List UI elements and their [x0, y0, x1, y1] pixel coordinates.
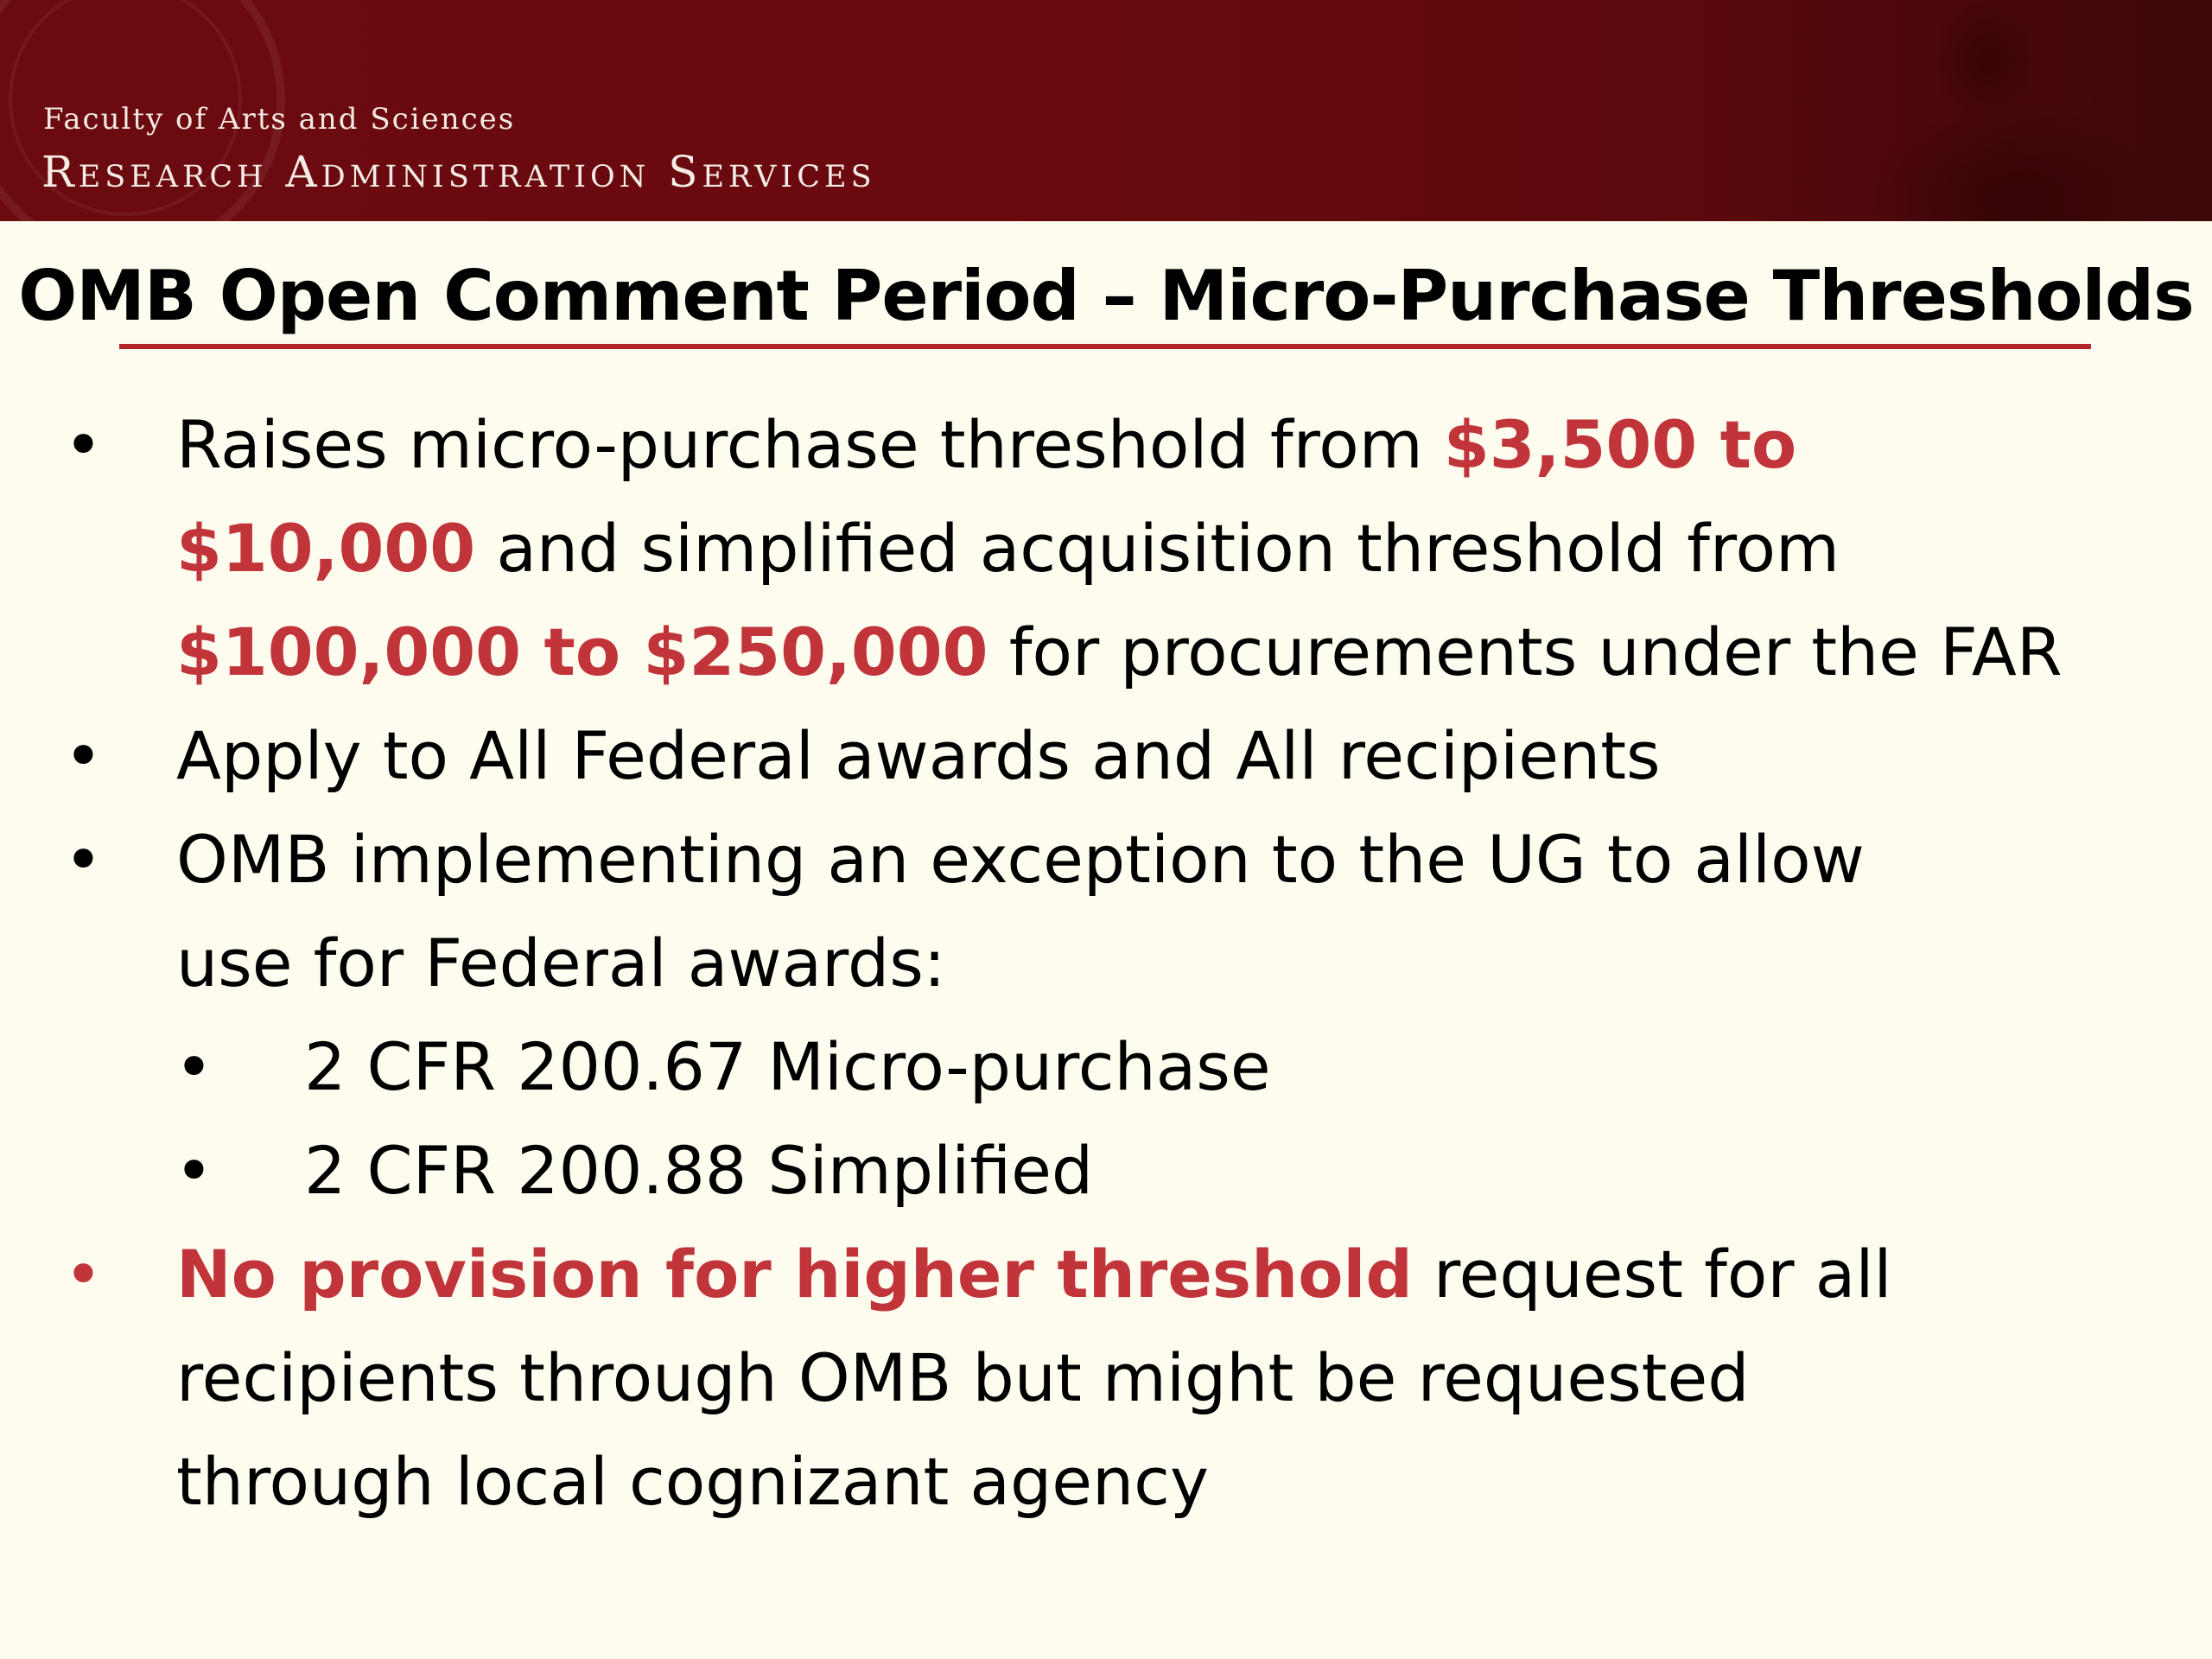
bullet-2-text: Apply to All Federal awards and All recipients	[176, 717, 1661, 794]
sub-bullet-micro-purchase: 2 CFR 200.67 Micro-purchase	[304, 1028, 1271, 1105]
bullet-4-line-2: recipients through OMB but might be requested	[176, 1339, 1750, 1416]
bullet-1-text: and simplified acquisition threshold from	[475, 510, 1840, 587]
sub-bullet-icon: •	[175, 1132, 213, 1209]
bullet-4-text: request for all	[1412, 1236, 1892, 1313]
bullet-4-line-3: through local cognizant agency	[176, 1443, 1209, 1520]
bullet-icon: •	[64, 821, 103, 898]
title-underline	[119, 344, 2091, 349]
bullet-1-text: Raises micro-purchase threshold from	[176, 406, 1444, 483]
bullet-4-line-1	[176, 1223, 1892, 1326]
bullet-1-highlight: $10,000	[176, 510, 476, 587]
slide-title: OMB Open Comment Period – Micro-Purchase Thresholds	[18, 256, 2194, 336]
bullet-icon: •	[64, 1236, 103, 1313]
statue-image	[1728, 0, 2212, 221]
sub-bullet-simplified: 2 CFR 200.88 Simplified	[304, 1132, 1094, 1209]
bullet-1-line-1	[176, 393, 1796, 497]
header-banner	[0, 0, 2212, 221]
bullet-1-highlight: $3,500 to	[1443, 406, 1797, 483]
bullet-icon: •	[64, 406, 103, 483]
header-subtitle: Faculty of Arts and Sciences	[43, 102, 516, 137]
bullet-1-line-2	[176, 497, 1840, 601]
bullet-1-text: for procurements under the FAR	[988, 613, 2063, 690]
bullet-icon: •	[64, 717, 103, 794]
bullet-4-highlight: No provision for higher threshold	[176, 1236, 1413, 1313]
bullet-1-line-3	[176, 601, 2063, 704]
sub-bullet-icon: •	[175, 1028, 213, 1105]
header-title: Research Administration Services	[41, 147, 876, 197]
bullet-3-line-1: OMB implementing an exception to the UG to allow	[176, 821, 1865, 898]
bullet-1-highlight: $100,000 to $250,000	[176, 613, 988, 690]
bullet-3-line-2: use for Federal awards:	[176, 925, 946, 1001]
